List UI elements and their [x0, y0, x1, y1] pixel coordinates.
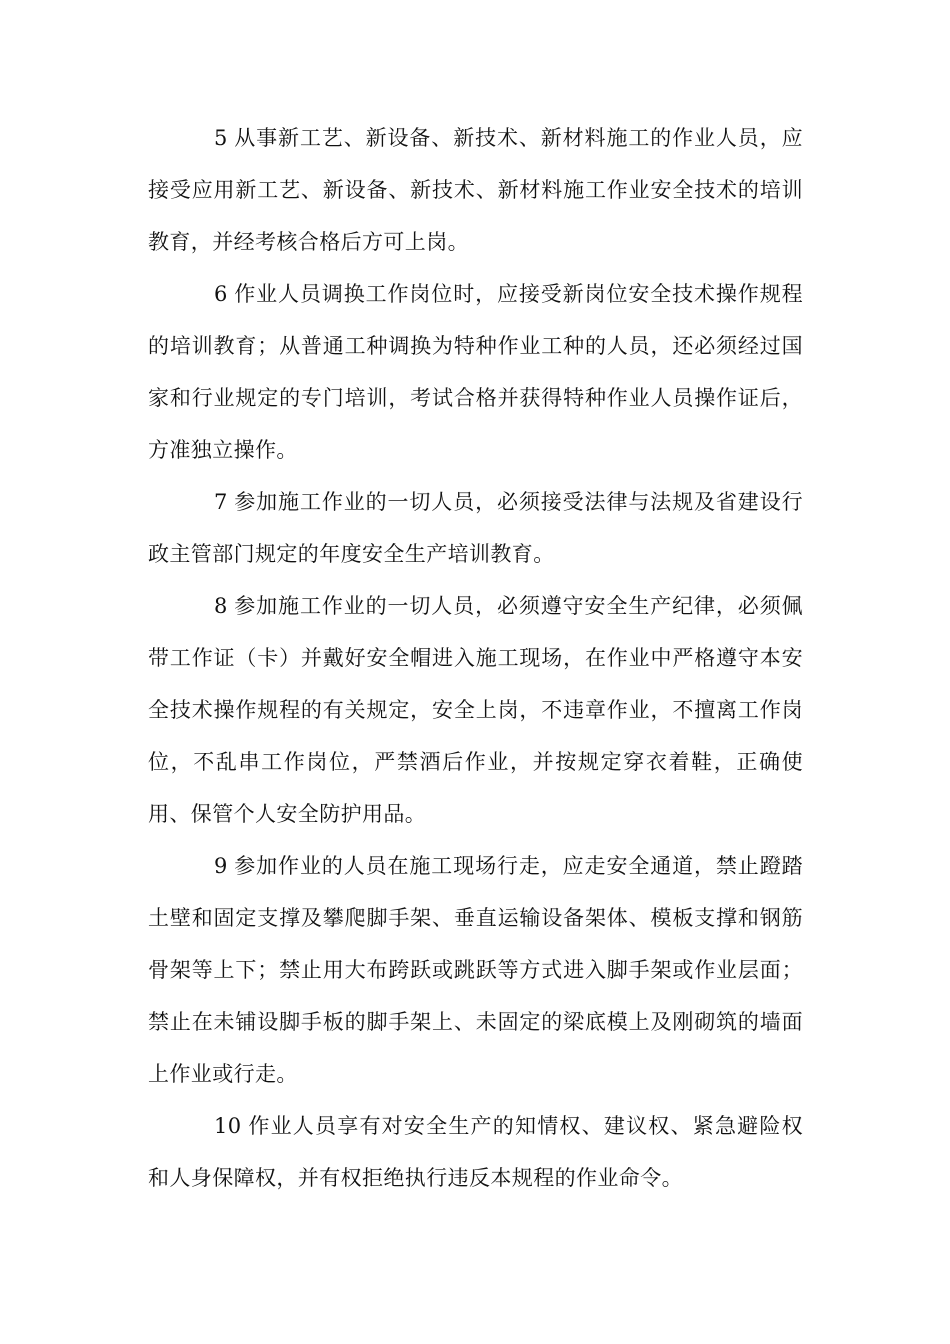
paragraph-text: 作业人员调换工作岗位时，应接受新岗位安全技术操作规程的培训教育；从普通工种调换为特种作业工种的人员，还必须经过国家和行业规定的专门培训，考试合格并获得特种作业人员操作证后，方准独立操作。 [148, 282, 803, 462]
paragraph-text: 参加施工作业的一切人员，必须接受法律与法规及省建设行政主管部门规定的年度安全生产培训教育。 [148, 490, 803, 566]
paragraph-5 [148, 112, 803, 268]
paragraph-text: 参加作业的人员在施工现场行走，应走安全通道，禁止蹬踏土壁和固定支撑及攀爬脚手架、垂直运输设备架体、模板支撑和钢筋骨架等上下；禁止用大布跨跃或跳跃等方式进入脚手架或作业层面；禁止在未铺设脚手板的脚手架上、未固定的梁底模上及刚砌筑的墙面上作业或行走。 [148, 854, 803, 1086]
paragraph-10 [148, 1100, 803, 1204]
paragraph-number: 9 [214, 854, 228, 878]
paragraph-7 [148, 476, 803, 580]
paragraph-number: 5 [214, 126, 228, 150]
paragraph-text: 作业人员享有对安全生产的知情权、建议权、紧急避险权和人身保障权，并有权拒绝执行违反本规程的作业命令。 [148, 1114, 803, 1190]
paragraph-6 [148, 268, 803, 476]
paragraph-9 [148, 840, 803, 1100]
paragraph-number: 7 [214, 490, 228, 514]
paragraph-text: 从事新工艺、新设备、新技术、新材料施工的作业人员，应接受应用新工艺、新设备、新技术、新材料施工作业安全技术的培训教育，并经考核合格后方可上岗。 [148, 126, 803, 254]
paragraph-number: 10 [214, 1114, 242, 1138]
paragraph-8 [148, 580, 803, 840]
paragraph-number: 6 [214, 282, 228, 306]
paragraph-number: 8 [214, 594, 228, 618]
paragraph-text: 参加施工作业的一切人员，必须遵守安全生产纪律，必须佩带工作证（卡）并戴好安全帽进入施工现场，在作业中严格遵守本安全技术操作规程的有关规定，安全上岗，不违章作业，不擅离工作岗位，不乱串工作岗位，严禁酒后作业，并按规定穿衣着鞋，正确使用、保管个人安全防护用品。 [148, 594, 803, 826]
document-body [148, 112, 803, 1204]
